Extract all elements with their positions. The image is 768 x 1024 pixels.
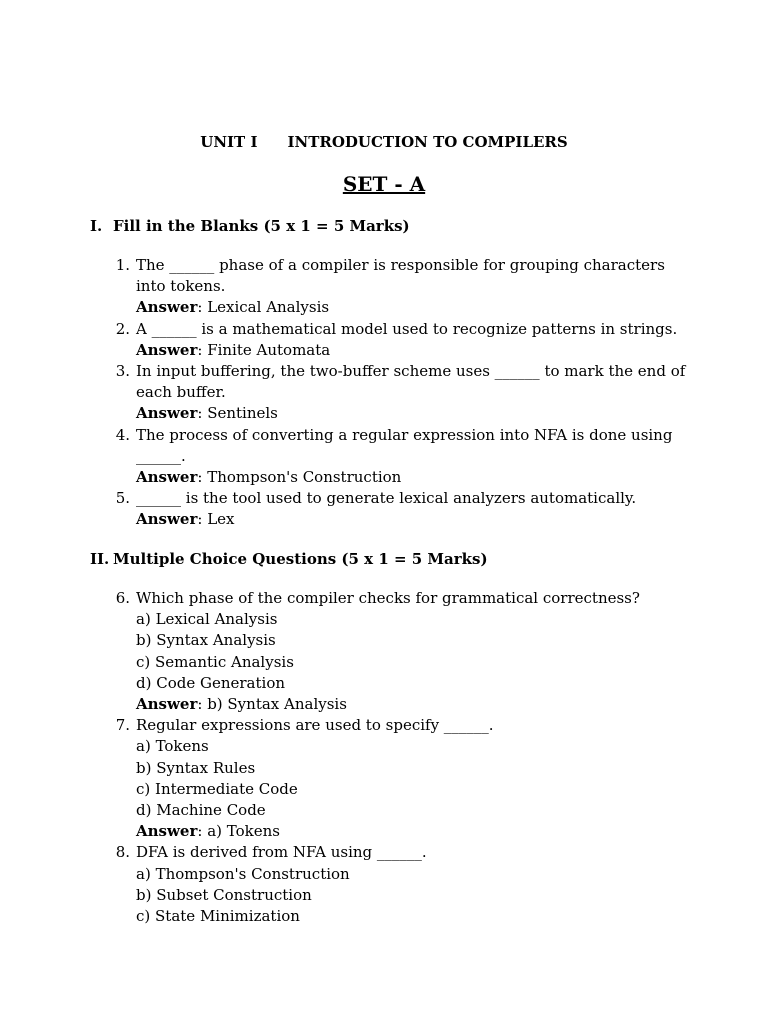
- option-a: a) Tokens: [136, 737, 209, 756]
- question-number: 7.: [115, 716, 130, 735]
- answer-label: Answer: [136, 695, 198, 714]
- question-number: 8.: [115, 843, 130, 862]
- option-b: b) Syntax Analysis: [136, 631, 276, 650]
- question-number: 1.: [115, 256, 130, 274]
- answer-text: Lex: [207, 510, 235, 529]
- question-item: [108, 361, 688, 425]
- question-item: [108, 715, 688, 842]
- question-text: The ______ phase of a compiler is responsible for grouping characters: [136, 256, 665, 274]
- question-text: Regular expressions are used to specify ______.: [136, 716, 494, 735]
- question-item: [108, 842, 688, 927]
- question-item: [108, 425, 688, 489]
- question-text: DFA is derived from NFA using ______.: [136, 843, 427, 862]
- option-b: b) Subset Construction: [136, 885, 312, 904]
- option-d: d) Code Generation: [136, 673, 286, 692]
- section-numeral: II.: [90, 550, 110, 568]
- answer-text: Finite Automata: [207, 340, 331, 359]
- answer-text: b) Syntax Analysis: [207, 695, 347, 714]
- answer-line: Answer: Sentinels: [136, 404, 278, 423]
- question-item: [108, 319, 688, 361]
- question-item: [108, 488, 688, 530]
- mcq-list: [108, 588, 688, 927]
- section-numeral: I.: [90, 217, 103, 235]
- option-c: c) State Minimization: [136, 907, 300, 926]
- question-text: Which phase of the compiler checks for grammatical correctness?: [136, 589, 640, 607]
- option-c: c) Intermediate Code: [136, 779, 298, 798]
- option-a: a) Lexical Analysis: [136, 610, 278, 629]
- question-text: In input buffering, the two-buffer scheme uses ______ to mark the end of: [136, 362, 686, 381]
- question-text: ______.: [136, 446, 186, 465]
- question-item: [108, 588, 688, 715]
- question-number: 4.: [115, 425, 130, 444]
- section-title: Fill in the Blanks (5 x 1 = 5 Marks): [113, 217, 410, 235]
- answer-text: Thompson's Construction: [207, 468, 402, 487]
- unit-name: INTRODUCTION TO COMPILERS: [287, 133, 568, 151]
- section-heading-mcq: [90, 549, 488, 570]
- section-title: Multiple Choice Questions (5 x 1 = 5 Marks): [113, 550, 488, 568]
- unit-label: UNIT I: [200, 133, 258, 151]
- answer-text: Sentinels: [207, 404, 278, 423]
- answer-line: Answer: Lex: [136, 510, 235, 529]
- answer-label: Answer: [136, 298, 198, 317]
- question-text: ______ is the tool used to generate lexical analyzers automatically.: [136, 489, 637, 508]
- question-text: each buffer.: [136, 383, 226, 402]
- question-text: into tokens.: [136, 277, 226, 296]
- question-text: The process of converting a regular expression into NFA is done using: [136, 425, 673, 444]
- section-heading-fill-blanks: [90, 216, 410, 237]
- answer-line: Answer: b) Syntax Analysis: [136, 695, 347, 714]
- fill-blanks-list: [108, 255, 688, 531]
- option-c: c) Semantic Analysis: [136, 652, 294, 671]
- set-title: SET - A: [342, 172, 426, 196]
- answer-label: Answer: [136, 404, 198, 423]
- answer-text: Lexical Analysis: [207, 298, 330, 317]
- question-number: 5.: [115, 489, 130, 508]
- question-number: 2.: [115, 319, 130, 338]
- option-d: d) Machine Code: [136, 801, 266, 820]
- answer-label: Answer: [136, 822, 198, 841]
- answer-label: Answer: [136, 468, 198, 487]
- unit-title: [0, 132, 768, 152]
- question-number: 6.: [115, 589, 130, 607]
- answer-line: Answer: Lexical Analysis: [136, 298, 330, 317]
- answer-text: a) Tokens: [207, 822, 280, 841]
- question-item: [108, 255, 688, 319]
- answer-line: Answer: a) Tokens: [136, 822, 280, 841]
- option-a: a) Thompson's Construction: [136, 864, 350, 883]
- answer-label: Answer: [136, 340, 198, 359]
- answer-line: Answer: Thompson's Construction: [136, 468, 402, 487]
- option-b: b) Syntax Rules: [136, 758, 256, 777]
- question-number: 3.: [115, 362, 130, 381]
- answer-label: Answer: [136, 510, 198, 529]
- question-text: A ______ is a mathematical model used to recognize patterns in strings.: [136, 319, 678, 338]
- answer-line: Answer: Finite Automata: [136, 340, 331, 359]
